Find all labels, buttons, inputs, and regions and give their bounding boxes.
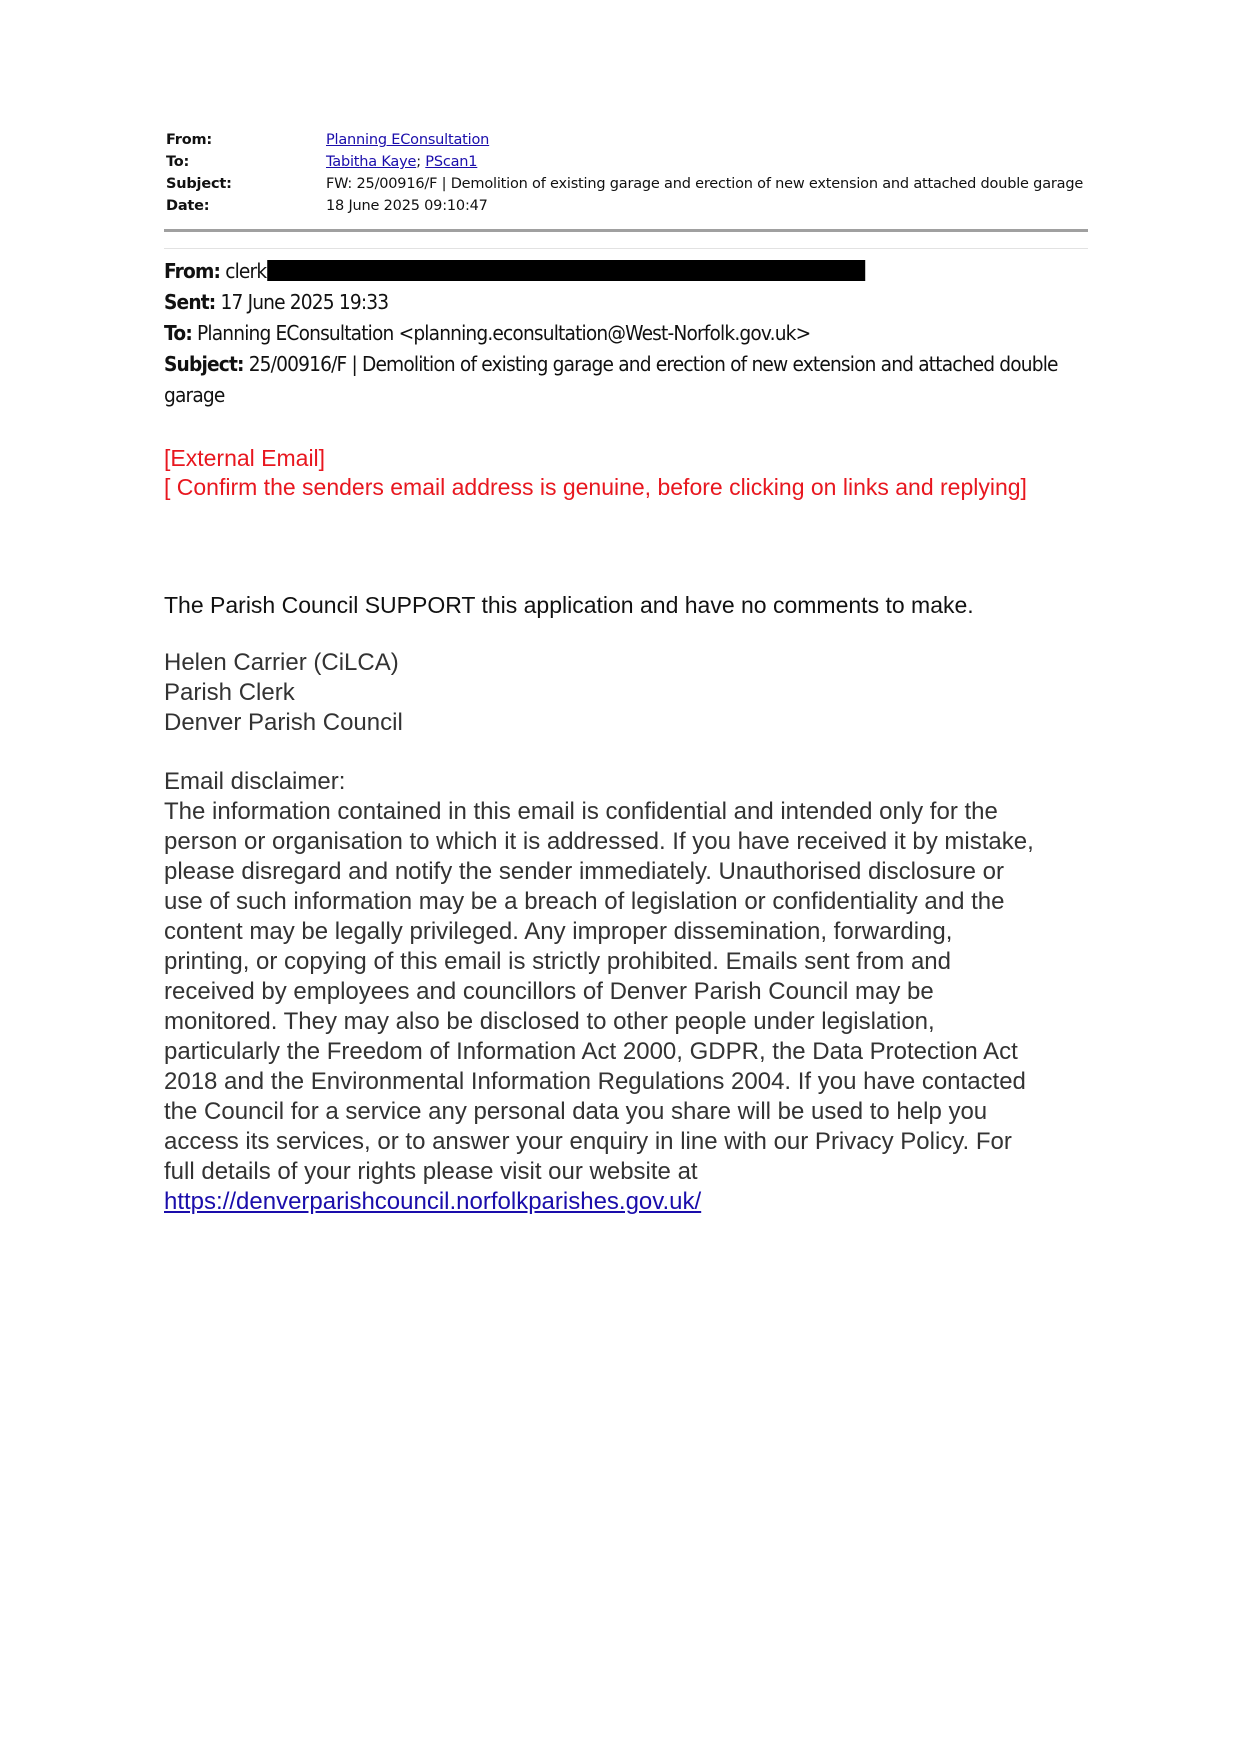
signature-org: Denver Parish Council	[164, 709, 403, 736]
header-to-label: To:	[166, 154, 190, 170]
header-subject-label: Subject:	[166, 176, 232, 192]
disclaimer-line: use of such information may be a breach of legislation or confidentiality and the	[164, 888, 1005, 915]
disclaimer-line: please disregard and notify the sender immediately. Unauthorised disclosure or	[164, 858, 1005, 885]
warning-line-1: [External Email]	[164, 445, 326, 471]
header-date-row	[166, 195, 1086, 217]
forwarded-sent-label: Sent:	[164, 290, 216, 314]
forwarded-to-row	[164, 318, 1029, 349]
header-date-value: 18 June 2025 09:10:47	[326, 198, 488, 214]
header-to-recipient-2[interactable]: PScan1	[425, 154, 478, 170]
header-from-row	[166, 129, 1086, 151]
forwarded-subject-label: Subject:	[164, 352, 244, 376]
disclaimer-line: received by employees and councillors of Denver Parish Council may be	[164, 978, 934, 1005]
disclaimer-line: full details of your rights please visit our website at	[164, 1158, 698, 1185]
forwarded-subject-row	[164, 349, 1094, 411]
disclaimer-line: particularly the Freedom of Information Act 2000, GDPR, the Data Protection Act	[164, 1038, 1018, 1065]
header-subject-row	[166, 173, 1086, 195]
signature-name: Helen Carrier (CiLCA)	[164, 649, 399, 676]
external-email-warning	[164, 444, 1027, 502]
header-date-label: Date:	[166, 198, 210, 214]
header-to-recipient-1[interactable]: Tabitha Kaye	[326, 154, 417, 170]
forwarded-header	[164, 256, 1058, 411]
header-to-separator: ;	[416, 154, 426, 170]
header-from-label: From:	[166, 132, 212, 148]
forwarded-sent-row	[164, 287, 1029, 318]
forwarded-from-row	[164, 256, 1029, 287]
redaction-bar	[267, 260, 865, 281]
header-subject-value: FW: 25/00916/F | Demolition of existing garage and erection of new extension and attached double garage	[326, 176, 1084, 192]
disclaimer-line: person or organisation to which it is addressed. If you have received it by mistake,	[164, 828, 1034, 855]
forwarded-from-value: clerk	[225, 259, 267, 283]
email-header	[166, 129, 1086, 217]
message-body: The Parish Council SUPPORT this application and have no comments to make.	[164, 592, 974, 618]
forwarded-from-label: From:	[164, 259, 221, 283]
disclaimer-line: monitored. They may also be disclosed to other people under legislation,	[164, 1008, 935, 1035]
signature	[164, 648, 403, 738]
header-to-row	[166, 151, 1086, 173]
disclaimer-line: printing, or copying of this email is strictly prohibited. Emails sent from and	[164, 948, 951, 975]
disclaimer-line: access its services, or to answer your enquiry in line with our Privacy Policy. For	[164, 1128, 1012, 1155]
signature-role: Parish Clerk	[164, 679, 295, 706]
warning-line-2: [ Confirm the senders email address is genuine, before clicking on links and replying]	[164, 474, 1027, 500]
website-link[interactable]: https://denverparishcouncil.norfolkparishes.gov.uk/	[164, 1188, 702, 1215]
disclaimer-title: Email disclaimer:	[164, 768, 346, 795]
disclaimer-line: the Council for a service any personal data you share will be used to help you	[164, 1098, 988, 1125]
disclaimer	[164, 767, 1034, 1217]
header-divider	[164, 229, 1088, 232]
disclaimer-line: The information contained in this email is confidential and intended only for the	[164, 798, 998, 825]
header-from-link[interactable]: Planning EConsultation	[326, 132, 490, 148]
forwarded-subject-value: 25/00916/F | Demolition of existing garage and erection of new extension and attached double garage	[164, 352, 1058, 407]
header-divider-thin	[164, 248, 1088, 249]
forwarded-to-label: To:	[164, 321, 192, 345]
forwarded-sent-value: 17 June 2025 19:33	[220, 290, 389, 314]
forwarded-to-value: Planning EConsultation <planning.econsultation@West-Norfolk.gov.uk>	[197, 321, 811, 345]
disclaimer-line: 2018 and the Environmental Information Regulations 2004. If you have contacted	[164, 1068, 1026, 1095]
disclaimer-line: content may be legally privileged. Any improper dissemination, forwarding,	[164, 918, 953, 945]
